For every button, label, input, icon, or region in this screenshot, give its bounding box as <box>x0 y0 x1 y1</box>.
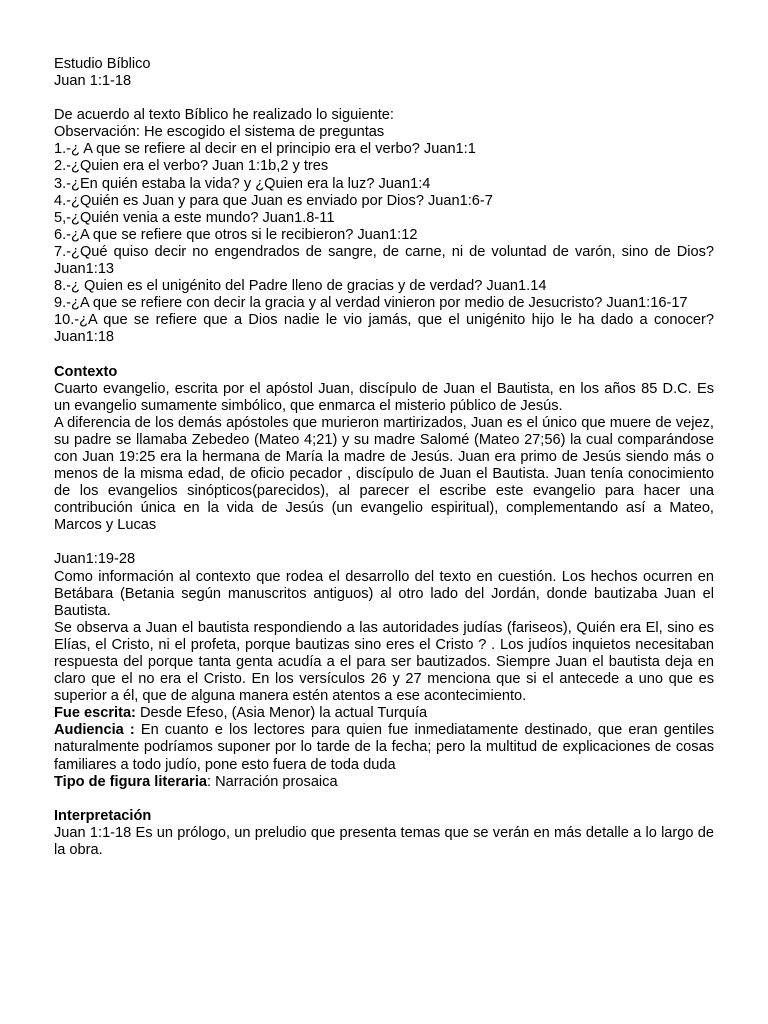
document-reference: Juan 1:1-18 <box>54 73 132 90</box>
intro-text: De acuerdo al texto Bíblico he realizado lo siguiente: <box>54 107 394 124</box>
audience-line <box>54 722 714 773</box>
question-item: 4.-¿Quién es Juan y para que Juan es enviado por Dios? Juan1:6-7 <box>54 192 493 209</box>
section2-paragraph-1: Como información al contexto que rodea el desarrollo del texto en cuestión. Los hechos ocurren en Betábara (Betania según manuscritos antiguos) al otro lado del Jordán, donde bautizaba Juan el Bautista. <box>54 568 714 619</box>
written-value: Desde Efeso, (Asia Menor) la actual Turquía <box>135 705 428 722</box>
question-item: 6.-¿A que se refiere que otros si le recibieron? Juan1:12 <box>54 226 418 243</box>
context-paragraph-2: A diferencia de los demás apóstoles que murieron martirizados, Juan es el único que muere de vejez, su padre se llamaba Zebedeo (Mateo 4;21) y su madre Salomé (Mateo 27;56) la cual comparándose con Juan 19:25 era la hermana de María la madre de Jesús. Juan era primo de Jesús siendo más o menos de la misma edad, de oficio pecador , discípulo de Juan el Bautista. Juan tenía conocimiento de los evangelios sinópticos(parecidos), al parecer el escribe este evangelio para hacer una contribución única en la vida de Jesús (un evangelio espiritual), complementando así a Mateo, Marcos y Lucas <box>54 414 714 534</box>
audience-value: En cuanto e los lectores para quien fue inmediatamente destinado, que eran gentiles naturalmente podríamos suponer por lo tarde de la fecha; pero la multitud de explicaciones de cosas familiares a todo judío, pone esto fuera de toda duda <box>54 722 714 773</box>
interpretation-paragraph: Juan 1:1-18 Es un prólogo, un preludio que presenta temas que se verán en más detalle a lo largo de la obra. <box>54 824 714 858</box>
question-item: 10.-¿A que se refiere que a Dios nadie le vio jamás, que el unigénito hijo le ha dado a conocer? Juan1:18 <box>54 312 714 346</box>
question-item: 8.-¿ Quien es el unigénito del Padre lleno de gracias y de verdad? Juan1.14 <box>54 278 547 295</box>
interpretation-heading: Interpretación <box>54 807 152 824</box>
spacer <box>54 534 714 551</box>
question-item: 3.-¿En quién estaba la vida? y ¿Quien era la luz? Juan1:4 <box>54 175 431 192</box>
figure-label: Tipo de figura literaria <box>54 773 207 790</box>
question-item: 1.-¿ A que se refiere al decir en el principio era el verbo? Juan1:1 <box>54 141 476 158</box>
question-item: 9.-¿A que se refiere con decir la gracia y al verdad vinieron por medio de Jesucristo? Juan1:16-17 <box>54 295 688 312</box>
section2-reference: Juan1:19-28 <box>54 551 136 568</box>
spacer <box>54 347 714 364</box>
question-list <box>54 141 714 346</box>
figure-line <box>54 774 714 791</box>
written-line <box>54 705 714 722</box>
audience-label: Audiencia : <box>54 722 135 739</box>
spacer <box>54 791 714 808</box>
figure-value: : Narración prosaica <box>207 773 338 790</box>
spacer <box>54 90 714 107</box>
observation-text: Observación: He escogido el sistema de preguntas <box>54 124 385 141</box>
written-label: Fue escrita: <box>54 705 136 722</box>
document-page <box>54 56 714 859</box>
question-item: 5,-¿Quién venia a este mundo? Juan1.8-11 <box>54 209 335 226</box>
context-heading: Contexto <box>54 363 118 380</box>
context-paragraph-1: Cuarto evangelio, escrita por el apóstol Juan, discípulo de Juan el Bautista, en los años 85 D.C. Es un evangelio sumamente simbólico, que enmarca el misterio público de Jesús. <box>54 380 714 414</box>
document-title: Estudio Bíblico <box>54 56 151 72</box>
question-item: 2.-¿Quien era el verbo? Juan 1:1b,2 y tres <box>54 158 329 175</box>
section2-paragraph-2: Se observa a Juan el bautista respondiendo a las autoridades judías (fariseos), Quién era El, sino es Elías, el Cristo, ni el profeta, porque bautizas sino eres el Cristo ? . Los judíos inquietos necesitaban respuesta del porque tanta genta acudía a el para ser bautizados. Siempre Juan el bautista deja en claro que el no era el Cristo. En los versículos 26 y 27 menciona que si el antecede a uno que es superior a él, que de alguna manera estén atentos a ese acontecimiento. <box>54 619 714 705</box>
question-item: 7.-¿Qué quiso decir no engendrados de sangre, de carne, ni de voluntad de varón, sino de Dios? Juan1:13 <box>54 243 714 278</box>
